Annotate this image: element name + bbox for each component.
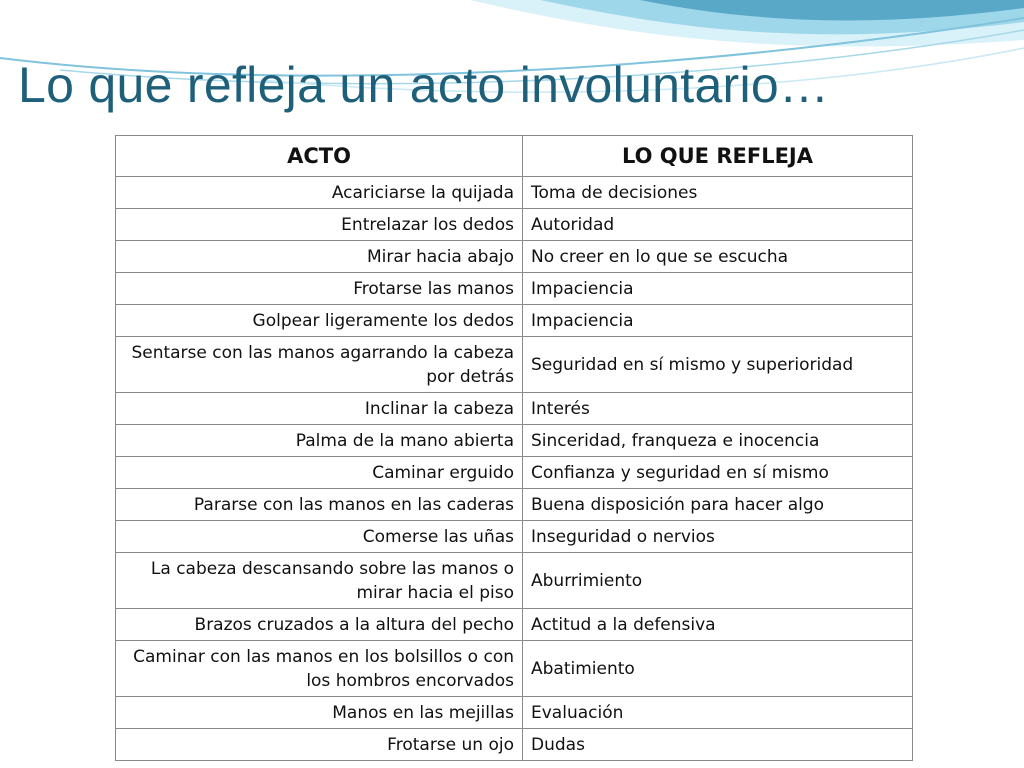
- act-cell: Manos en las mejillas: [116, 697, 523, 729]
- table-row: [116, 305, 913, 337]
- slide-title: Lo que refleja un acto involuntario…: [18, 57, 830, 113]
- table-row: [116, 273, 913, 305]
- act-cell: Inclinar la cabeza: [116, 393, 523, 425]
- meaning-cell: Abatimiento: [523, 641, 913, 697]
- acts-table: [115, 135, 913, 761]
- table-row: [116, 393, 913, 425]
- table-row: [116, 553, 913, 609]
- act-cell: La cabeza descansando sobre las manos o mirar hacia el piso: [116, 553, 523, 609]
- header-meaning: LO QUE REFLEJA: [523, 136, 913, 177]
- meaning-cell: Sinceridad, franqueza e inocencia: [523, 425, 913, 457]
- act-cell: Entrelazar los dedos: [116, 209, 523, 241]
- meaning-cell: Impaciencia: [523, 273, 913, 305]
- act-cell: Sentarse con las manos agarrando la cabeza por detrás: [116, 337, 523, 393]
- meaning-cell: Toma de decisiones: [523, 177, 913, 209]
- meaning-cell: Autoridad: [523, 209, 913, 241]
- meaning-cell: Buena disposición para hacer algo: [523, 489, 913, 521]
- meaning-cell: Actitud a la defensiva: [523, 609, 913, 641]
- meaning-cell: Seguridad en sí mismo y superioridad: [523, 337, 913, 393]
- act-cell: Mirar hacia abajo: [116, 241, 523, 273]
- table-row: [116, 729, 913, 761]
- act-cell: Frotarse las manos: [116, 273, 523, 305]
- table-header-row: [116, 136, 913, 177]
- table-row: [116, 641, 913, 697]
- act-cell: Caminar erguido: [116, 457, 523, 489]
- act-cell: Pararse con las manos en las caderas: [116, 489, 523, 521]
- header-act: ACTO: [116, 136, 523, 177]
- meaning-cell: Aburrimiento: [523, 553, 913, 609]
- meaning-cell: Dudas: [523, 729, 913, 761]
- table-row: [116, 521, 913, 553]
- meaning-cell: Impaciencia: [523, 305, 913, 337]
- table-row: [116, 209, 913, 241]
- act-cell: Caminar con las manos en los bolsillos o con los hombros encorvados: [116, 641, 523, 697]
- act-cell: Golpear ligeramente los dedos: [116, 305, 523, 337]
- table-row: [116, 609, 913, 641]
- table-row: [116, 425, 913, 457]
- act-cell: Palma de la mano abierta: [116, 425, 523, 457]
- meaning-cell: No creer en lo que se escucha: [523, 241, 913, 273]
- meaning-cell: Confianza y seguridad en sí mismo: [523, 457, 913, 489]
- act-cell: Acariciarse la quijada: [116, 177, 523, 209]
- meaning-cell: Inseguridad o nervios: [523, 521, 913, 553]
- table-row: [116, 457, 913, 489]
- table-row: [116, 177, 913, 209]
- act-cell: Brazos cruzados a la altura del pecho: [116, 609, 523, 641]
- meaning-cell: Evaluación: [523, 697, 913, 729]
- act-cell: Comerse las uñas: [116, 521, 523, 553]
- table-row: [116, 241, 913, 273]
- meaning-cell: Interés: [523, 393, 913, 425]
- table-row: [116, 489, 913, 521]
- act-cell: Frotarse un ojo: [116, 729, 523, 761]
- table-row: [116, 337, 913, 393]
- table-row: [116, 697, 913, 729]
